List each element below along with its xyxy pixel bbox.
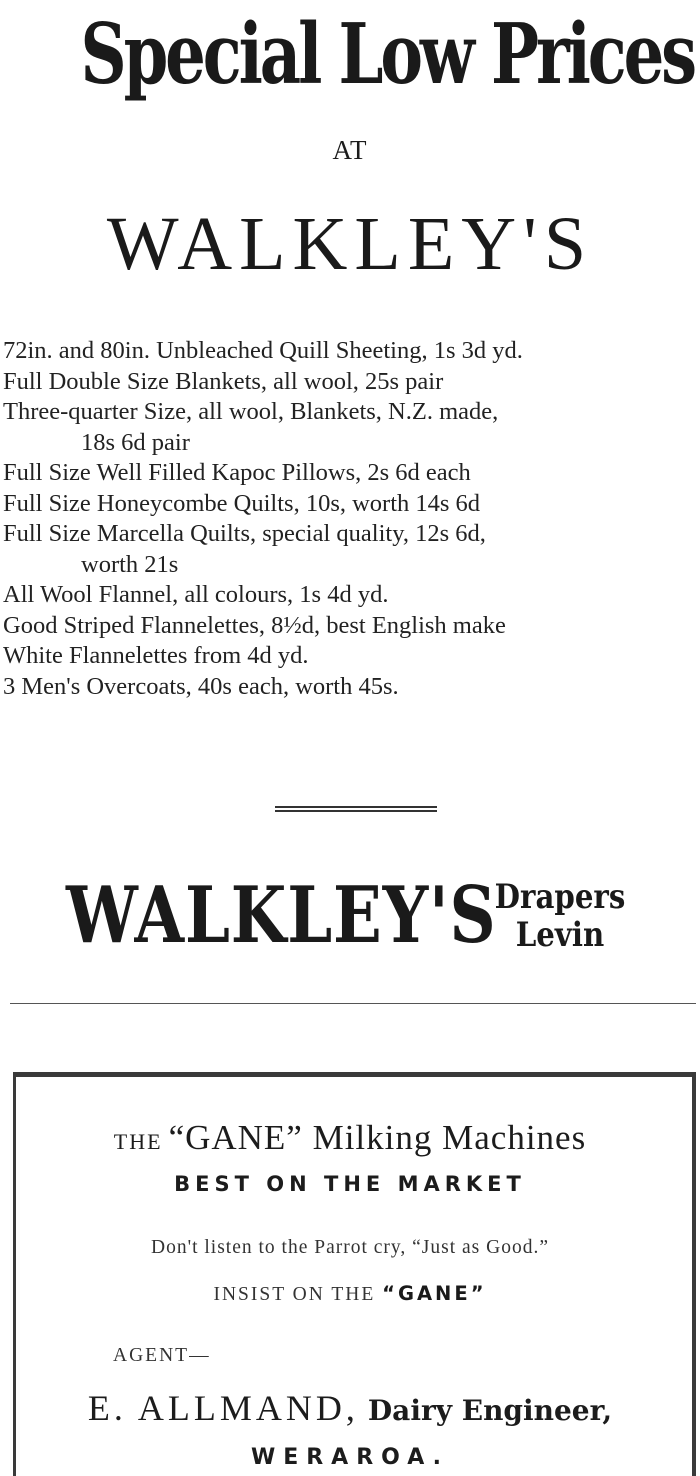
signature-role (474, 878, 646, 954)
price-item: Full Size Marcella Quilts, special quality, 12s 6d, (3, 520, 486, 547)
price-item: Full Size Well Filled Kapoc Pillows, 2s 6d each (3, 459, 471, 486)
product-name: “GANE” Milking Machines (168, 1118, 587, 1157)
price-item: Full Double Size Blankets, all wool, 25s pair (3, 367, 444, 395)
signature-role-line: Drapers (494, 877, 626, 917)
at-label: AT (332, 135, 368, 165)
parrot-line: Don't listen to the Parrot cry, “Just as Good.” (150, 1237, 550, 1258)
price-list (3, 336, 698, 702)
agent-title: Dairy Engineer, (367, 1394, 613, 1427)
agent-label: AGENT— (113, 1345, 211, 1366)
price-item: Full Size Honeycombe Quilts, 10s, worth 14s 6d (3, 489, 481, 517)
headline: Special Low Prices (80, 5, 695, 103)
price-item: All Wool Flannel, all colours, 1s 4d yd. (3, 581, 389, 608)
store-name: WALKLEY'S (106, 202, 594, 286)
price-item-continuation: 18s 6d pair (81, 428, 190, 456)
price-item: 72in. and 80in. Unbleached Quill Sheeting, 1s 3d yd. (3, 337, 523, 364)
agent-name: E. ALLMAND, (87, 1388, 359, 1428)
agent-line (0, 1385, 700, 1434)
tagline: BEST ON THE MARKET (174, 1172, 526, 1196)
signature-location-line: Levin (515, 915, 605, 955)
price-item: Three-quarter Size, all wool, Blankets, N.Z. made, (3, 398, 499, 425)
double-rule-divider (275, 806, 437, 812)
insist-brand: “GANE” (382, 1282, 487, 1305)
product-article: THE (113, 1129, 163, 1154)
price-item: White Flannelettes from 4d yd. (3, 642, 309, 669)
price-item: 3 Men's Overcoats, 40s each, worth 45s. (3, 672, 399, 700)
advert-separator (10, 1003, 696, 1004)
price-item: Good Striped Flannelettes, 8½d, best English make (3, 611, 506, 639)
insist-line (0, 1280, 700, 1309)
agent-town: WERAROA. (250, 1445, 450, 1470)
price-item-continuation: worth 21s (81, 550, 179, 578)
signature-store-name: WALKLEY'S (66, 870, 497, 961)
insist-prefix: INSIST ON THE (213, 1284, 376, 1305)
product-heading (0, 1117, 700, 1163)
